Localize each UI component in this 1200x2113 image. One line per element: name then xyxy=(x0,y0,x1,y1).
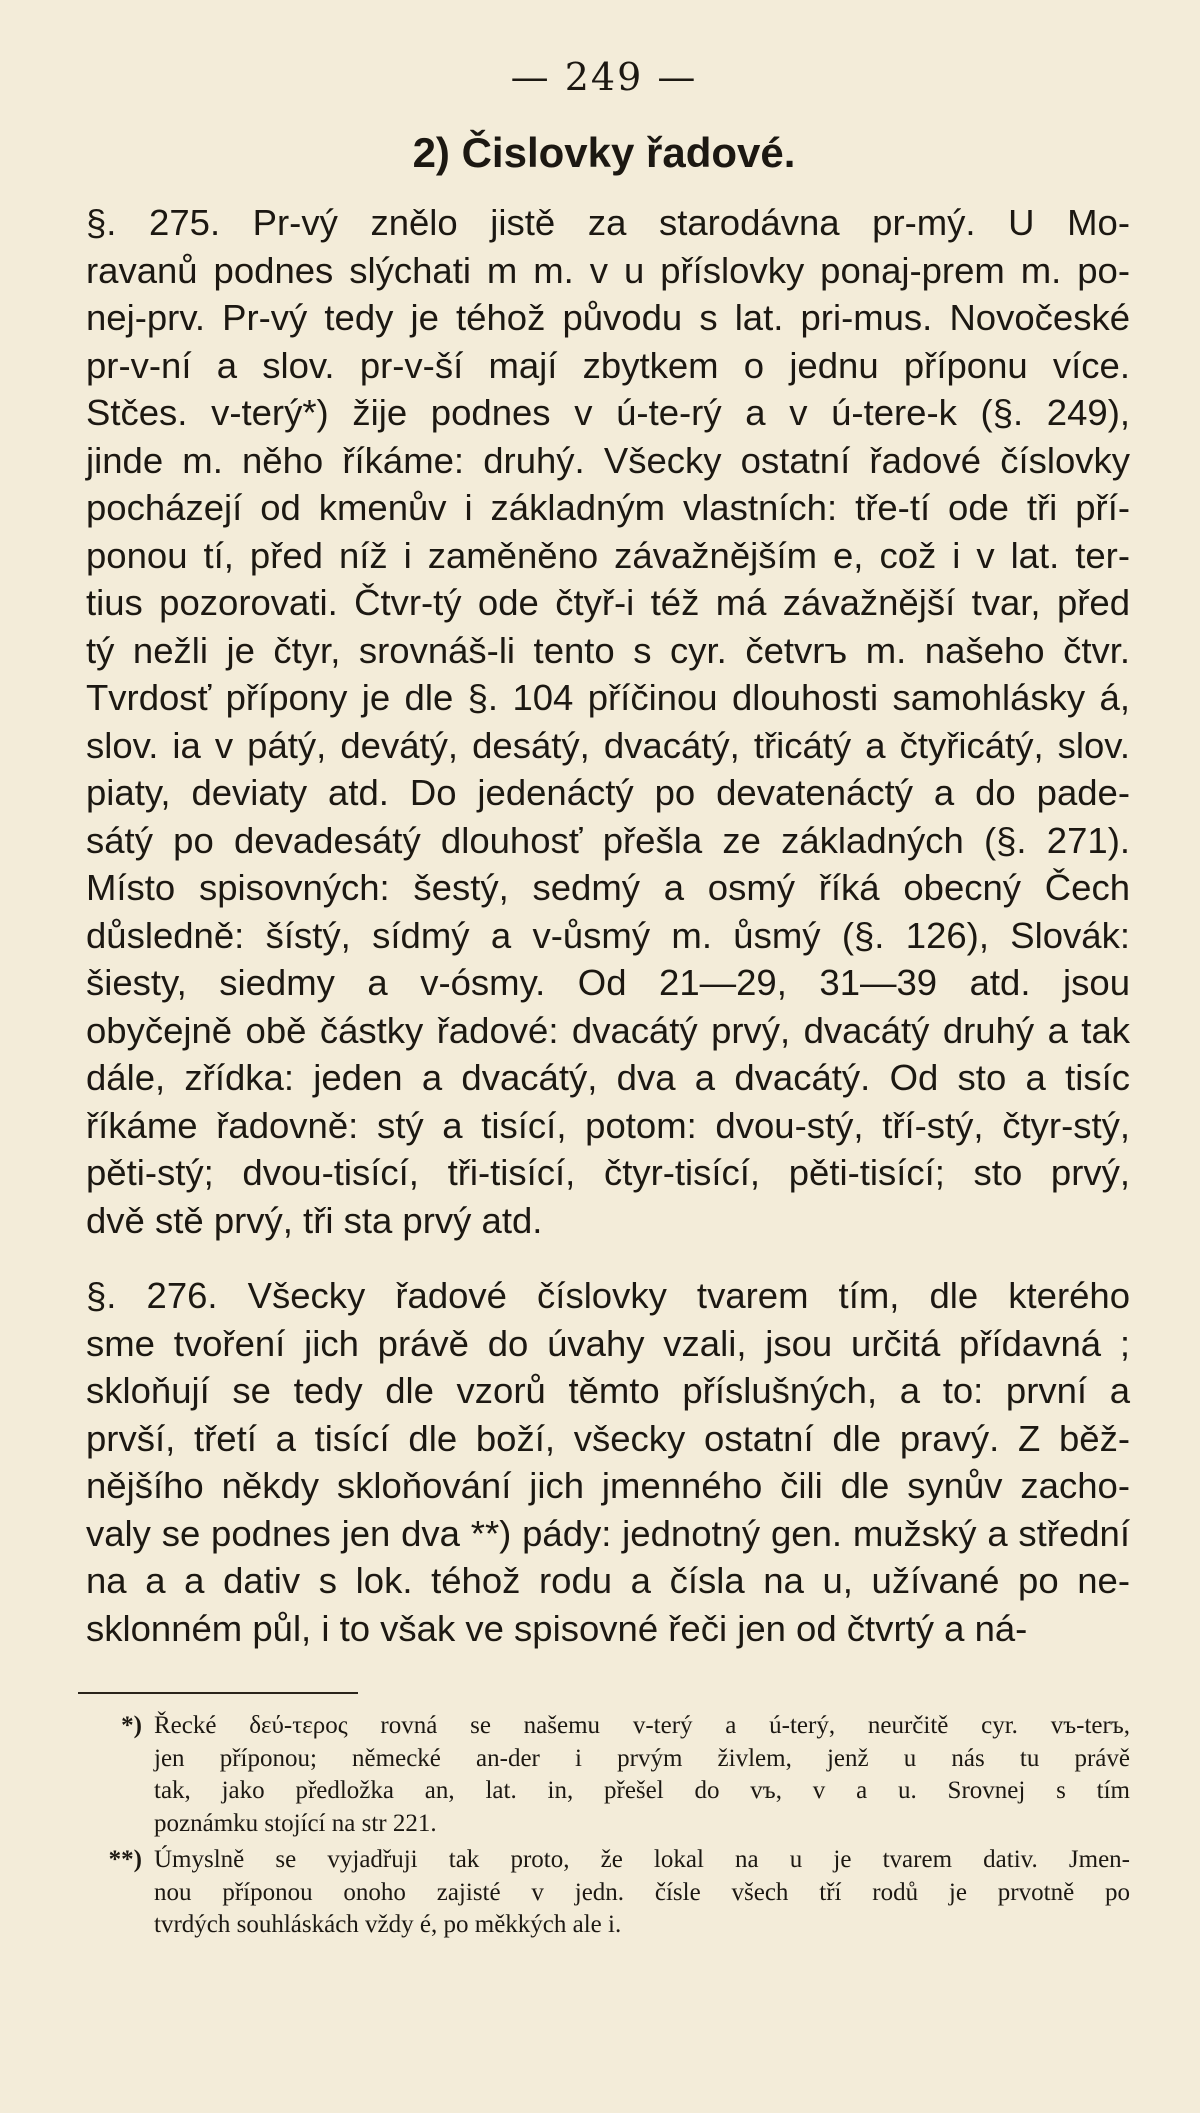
text-line: nej-prv. Pr-vý tedy je téhož původu s lat. pri-mus. Novočeské xyxy=(86,297,1130,338)
text-line: valy se podnes jen dva **) pády: jednotný gen. mužský a střední xyxy=(86,1512,1130,1554)
text-line: tý nežli je čtyr, srovnáš-li tento s cyr. četvrъ m. našeho čtvr. xyxy=(86,629,1130,671)
text-line: sklonném půl, i to však ve spisovné řeči jen od čtvrtý a ná- xyxy=(86,1607,1028,1649)
text-line: důsledně: šístý, sídmý a v-ůsmý m. ůsmý (§. 126), Slovák: xyxy=(86,914,1130,956)
footnote-line: nou příponou onoho zajisté v jedn. čísle všech tří rodů je prvotně po xyxy=(154,1878,1130,1906)
section-title: 2) Čislovky řadové. xyxy=(412,129,796,176)
text-line: dvě stě prvý, tři sta prvý atd. xyxy=(86,1199,543,1241)
book-page xyxy=(78,55,1130,1942)
text-line: Tvrdosť přípony je dle §. 104 příčinou dlouhosti samohlásky á, xyxy=(86,677,1130,718)
text-line: nějšího někdy skloňování jich jmenného čili dle synův zacho- xyxy=(86,1465,1130,1506)
text-line: šiesty, siedmy a v-ósmy. Od 21—29, 31—39 atd. jsou xyxy=(86,962,1130,1003)
footnote-mark: *) xyxy=(121,1712,142,1739)
footnote-text xyxy=(154,1710,1130,1840)
footnote-line: Úmyslně se vyjadřuji tak proto, že lokal na u je tvarem dativ. Jmen- xyxy=(154,1846,1130,1873)
body-text xyxy=(78,199,1130,1652)
text-line: ponou tí, před níž i zaměněno závažnějším e, což i v lat. ter- xyxy=(86,534,1130,576)
text-line: dále, zřídka: jeden a dvacátý, dva a dvacátý. Od sto a tisíc xyxy=(86,1057,1130,1098)
text-line: §. 275. Pr-vý znělo jistě za starodávna pr-mý. U Mo- xyxy=(86,202,1130,243)
text-line: Místo spisovných: šestý, sedmý a osmý říká obecný Čech xyxy=(86,867,1130,908)
footnote-divider xyxy=(78,1692,358,1694)
text-line: říkáme řadovně: stý a tisící, potom: dvou-stý, tří-stý, čtyr-stý, xyxy=(86,1104,1130,1146)
text-line: §. 276. Všecky řadové číslovky tvarem tím, dle kterého xyxy=(86,1275,1130,1316)
paragraph-275 xyxy=(78,199,1130,1244)
footnote-line: tvrdých souhláskách vždy é, po měkkých ale i. xyxy=(154,1911,622,1938)
paragraph-276 xyxy=(78,1272,1130,1652)
footnote-2 xyxy=(78,1844,1130,1942)
footnote-1 xyxy=(78,1710,1130,1840)
footnote-mark: **) xyxy=(108,1846,142,1873)
text-line: na a a dativ s lok. téhož rodu a čísla na u, užívané po ne- xyxy=(86,1560,1130,1601)
text-line: sme tvoření jich právě do úvahy vzali, jsou určitá přídavná ; xyxy=(86,1322,1130,1364)
text-line: obyčejně obě částky řadové: dvacátý prvý, dvacátý druhý a tak xyxy=(86,1009,1130,1051)
text-line: Stčes. v-terý*) žije podnes v ú-te-rý a v ú-tere-k (§. 249), xyxy=(86,392,1130,433)
page-number: — 249 — xyxy=(510,55,698,99)
text-line: prvší, třetí a tisící dle boží, všecky ostatní dle pravý. Z běž- xyxy=(86,1417,1130,1459)
footnote-line: poznámku stojící na str 221. xyxy=(154,1809,437,1837)
footnotes xyxy=(78,1710,1130,1942)
footnote-line: tak, jako předložka an, lat. in, přešel do vъ, v a u. Srovnej s tím xyxy=(154,1777,1130,1804)
text-line: slov. ia v pátý, devátý, desátý, dvacátý, třicátý a čtyřicátý, slov. xyxy=(86,724,1130,766)
footnote-text xyxy=(154,1844,1130,1942)
text-line: pěti-stý; dvou-tisící, tři-tisící, čtyr-tisící, pěti-tisící; sto prvý, xyxy=(86,1152,1130,1193)
text-line: pocházejí od kmenův i základným vlastních: tře-tí ode tři pří- xyxy=(86,487,1130,528)
text-line: sátý po devadesátý dlouhosť přešla ze základných (§. 271). xyxy=(86,819,1130,861)
text-line: jinde m. něho říkáme: druhý. Všecky ostatní řadové číslovky xyxy=(86,439,1130,481)
text-line: tius pozorovati. Čtvr-tý ode čtyř-i též má závažnější tvar, před xyxy=(86,582,1130,623)
text-line: piaty, deviaty atd. Do jedenáctý po devatenáctý a do pade- xyxy=(86,772,1130,813)
text-line: skloňují se tedy dle vzorů těmto příslušných, a to: první a xyxy=(86,1370,1130,1411)
footnote-line: Řecké δεύ-τερος rovná se našemu v-terý a ú-terý, neurčitě cyr. vъ-terъ, xyxy=(154,1712,1130,1739)
text-line: pr-v-ní a slov. pr-v-ší mají zbytkem o jednu příponu více. xyxy=(86,344,1130,386)
footnote-line: jen příponou; německé an-der i prvým živlem, jenž u nás tu právě xyxy=(154,1744,1130,1772)
text-line: ravanů podnes slýchati m m. v u příslovky ponaj-prem m. po- xyxy=(86,249,1130,291)
